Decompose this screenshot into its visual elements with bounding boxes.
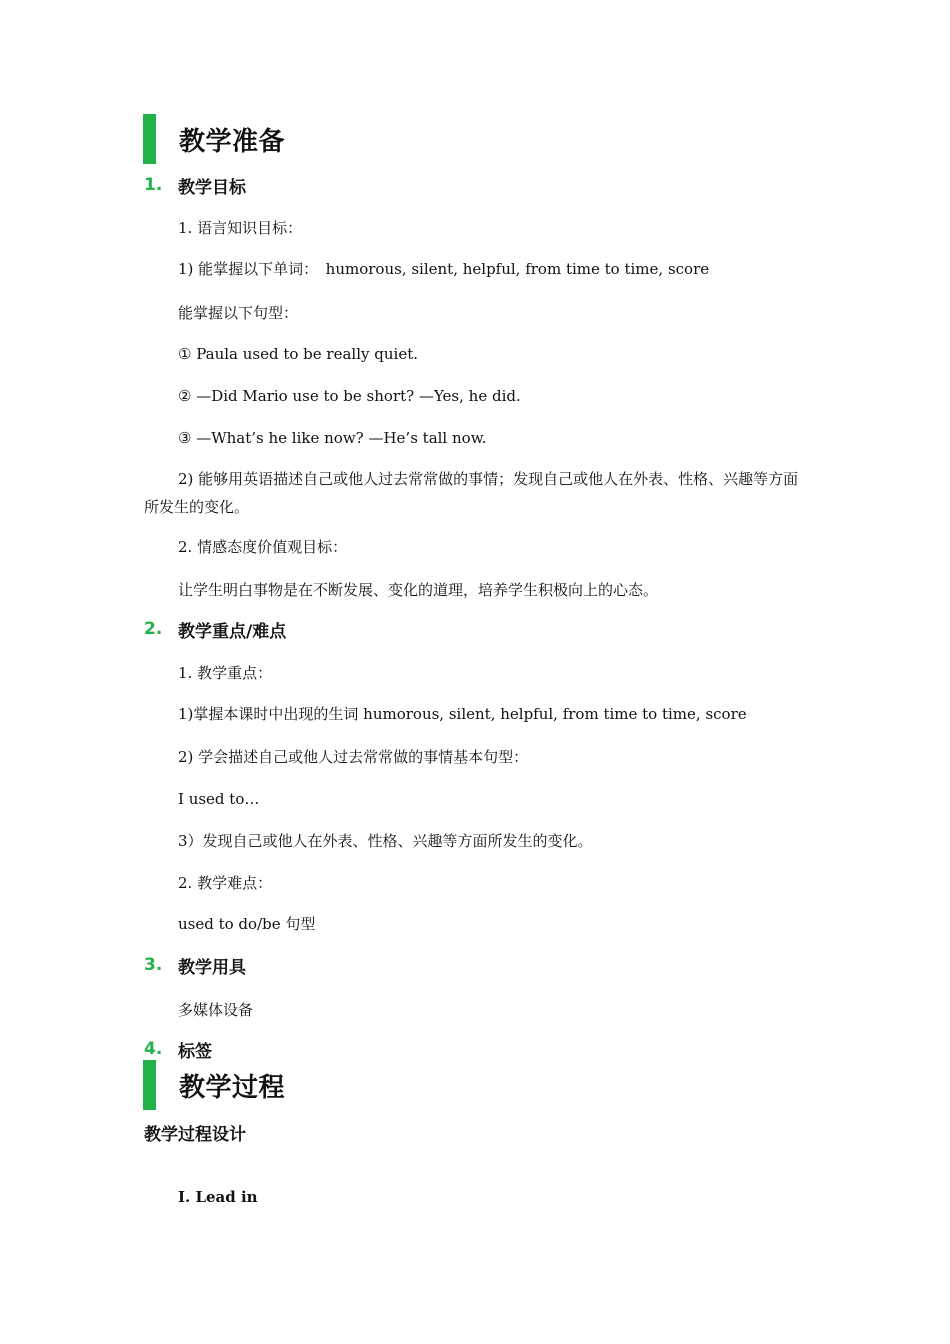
section-title: 教学准备 — [179, 126, 286, 157]
process-design-heading: 教学过程设计 — [144, 1125, 246, 1145]
text-line: used to do/be 句型 — [178, 915, 316, 933]
section-accent-bar — [143, 114, 156, 164]
text-line: 1. 教学重点： — [178, 664, 273, 682]
section-title: 教学过程 — [179, 1072, 286, 1103]
text-line: 3）发现自己或他人在外表、性格、兴趣等方面所发生的变化。 — [178, 832, 593, 850]
text-line: 让学生明白事物是在不断发展、变化的道理，培养学生积极向上的心态。 — [178, 581, 659, 599]
subsection-label: 标签 — [178, 1041, 212, 1062]
subsection-label: 教学目标 — [178, 177, 246, 198]
text-line: 1)掌握本课时中出现的生词 humorous, silent, helpful, from time to time, score — [178, 705, 747, 723]
section-heading-process — [143, 1060, 285, 1110]
text-line: 2. 情感态度价值观目标： — [178, 538, 348, 556]
text-line: 能掌握以下句型： — [178, 304, 299, 322]
text-line: 1) 能掌握以下单词： humorous, silent, helpful, from time to time, score — [178, 260, 710, 278]
subsection-heading-goals — [144, 173, 246, 197]
text-line: 2. 教学难点： — [178, 874, 273, 892]
text-line: 1. 语言知识目标： — [178, 219, 303, 237]
subsection-heading-tools — [144, 953, 246, 977]
text-line: ③ —What’s he like now? —He’s tall now. — [178, 429, 487, 447]
text-line: I used to… — [178, 790, 260, 808]
subsection-heading-keypoints — [144, 617, 286, 641]
text-line: 2) 学会描述自己或他人过去常常做的事情基本句型： — [178, 748, 529, 766]
lead-in-heading: Ⅰ. Lead in — [178, 1188, 258, 1206]
text-line: 多媒体设备 — [178, 1001, 254, 1019]
subsection-number: 1. — [144, 175, 163, 195]
subsection-label: 教学用具 — [178, 957, 246, 978]
subsection-label: 教学重点/难点 — [178, 621, 287, 642]
subsection-number: 3. — [144, 955, 163, 975]
text-line: ① Paula used to be really quiet. — [178, 345, 418, 363]
subsection-heading-tags — [144, 1037, 212, 1061]
text-line: ② —Did Mario use to be short? —Yes, he did. — [178, 387, 521, 405]
section-accent-bar — [143, 1060, 156, 1110]
section-heading-preparation — [143, 114, 285, 164]
subsection-number: 4. — [144, 1039, 163, 1059]
subsection-number: 2. — [144, 619, 163, 639]
text-paragraph: 2) 能够用英语描述自己或他人过去常常做的事情；发现自己或他人在外表、性格、兴趣等方面所发生的变化。 — [144, 470, 799, 516]
